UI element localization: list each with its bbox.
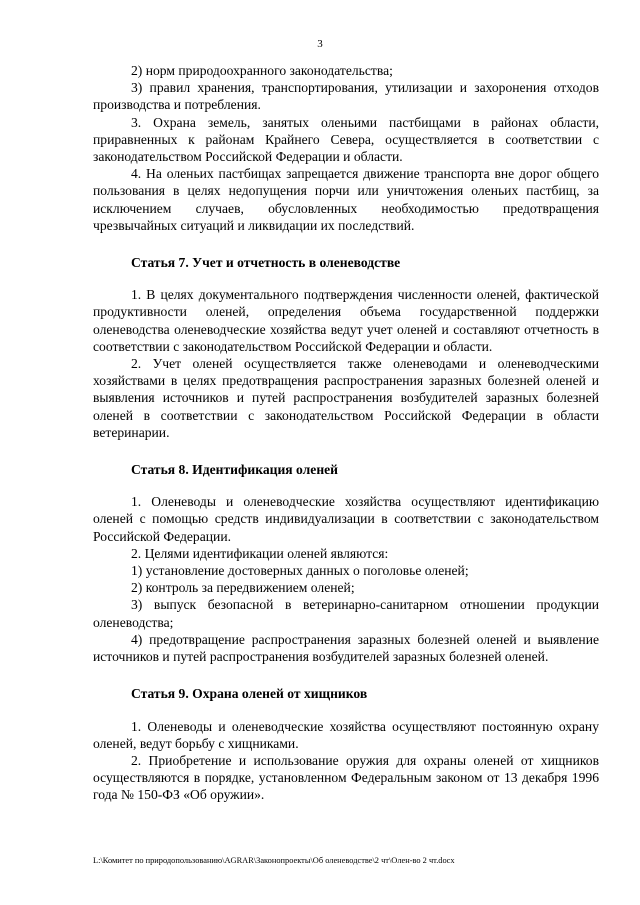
intro-paragraph-1: 2) норм природоохранного законодательства; [131,63,393,78]
article-7-heading: Статья 7. Учет и отчетность в оленеводстве [131,255,401,271]
article-8-list-item-1: 1) установление достоверных данных о поголовье оленей; [131,563,469,579]
footer-file-path: L:\Комитет по природопользованию\AGRAR\Законопроекты\Об оленеводстве\2 чт\Олен-во 2 чт.docx [93,856,455,865]
article-8-list-item-3: 3) выпуск безопасной в ветеринарно-санитарном отношении продукции оленеводства; [93,597,599,630]
article-9-heading: Статья 9. Охрана оленей от хищников [131,686,368,702]
article-8-heading: Статья 8. Идентификация оленей [131,462,339,478]
article-8-list-item-4: 4) предотвращение распространения заразных болезней оленей и выявление источников и путей распространения возбудителей заразных болезней оленей. [93,631,599,665]
intro-paragraph-3: 3. Охрана земель, занятых оленьими пастбищами в районах области, приравненных к районам Крайнего Севера, осуществляется в соответствии с законодательством Российской Федерации и области. [93,114,599,165]
article-8-paragraph-1: 1. Оленеводы и оленеводческие хозяйства осуществляют идентификацию оленей с помощью средств индивидуализации в соответствии с законодательством Российской Федерации. [93,494,599,544]
article-8-paragraph-2: 2. Целями идентификации оленей являются: [131,545,389,561]
article-9-paragraph-1: 1. Оленеводы и оленеводческие хозяйства осуществляют постоянную охрану оленей, ведут борьбу с хищниками. [93,718,599,751]
intro-paragraph-2: 3) правил хранения, транспортирования, утилизации и захоронения отходов производства и потребления. [93,80,599,113]
document-body [93,62,599,804]
article-7-paragraph-1: 1. В целях документального подтверждения численности оленей, фактической продуктивности оленей, определения объема государственной поддержки оленеводства оленеводческие хозяйства ведут учет оленей и составляют отчетность в соответствии с законодательством Российской Федерации и области. [93,287,599,354]
intro-paragraph-4: 4. На оленьих пастбищах запрещается движение транспорта вне дорог общего пользования в целях недопущения порчи или уничтожения оленьих пастбищ, за исключением случаев, обусловленных необходимостью предотвращения чрезвычайных ситуаций и ликвидации их последствий. [93,166,599,233]
page-number: 3 [317,38,323,50]
article-8-list-item-2: 2) контроль за передвижением оленей; [131,580,355,596]
article-9-paragraph-2: 2. Приобретение и использование оружия для охраны оленей от хищников осуществляются в порядке, установленном Федеральным законом от 13 декабря 1996 года № 150-ФЗ «Об оружии». [93,752,599,803]
article-7-paragraph-2: 2. Учет оленей осуществляется также оленеводами и оленеводческими хозяйствами в целях предотвращения распространения заразных болезней оленей и выявления источников и путей распространения возбудителей заразных болезней оленей в соответствии с законодательством Российской Федерации в области ветеринарии. [93,356,599,440]
